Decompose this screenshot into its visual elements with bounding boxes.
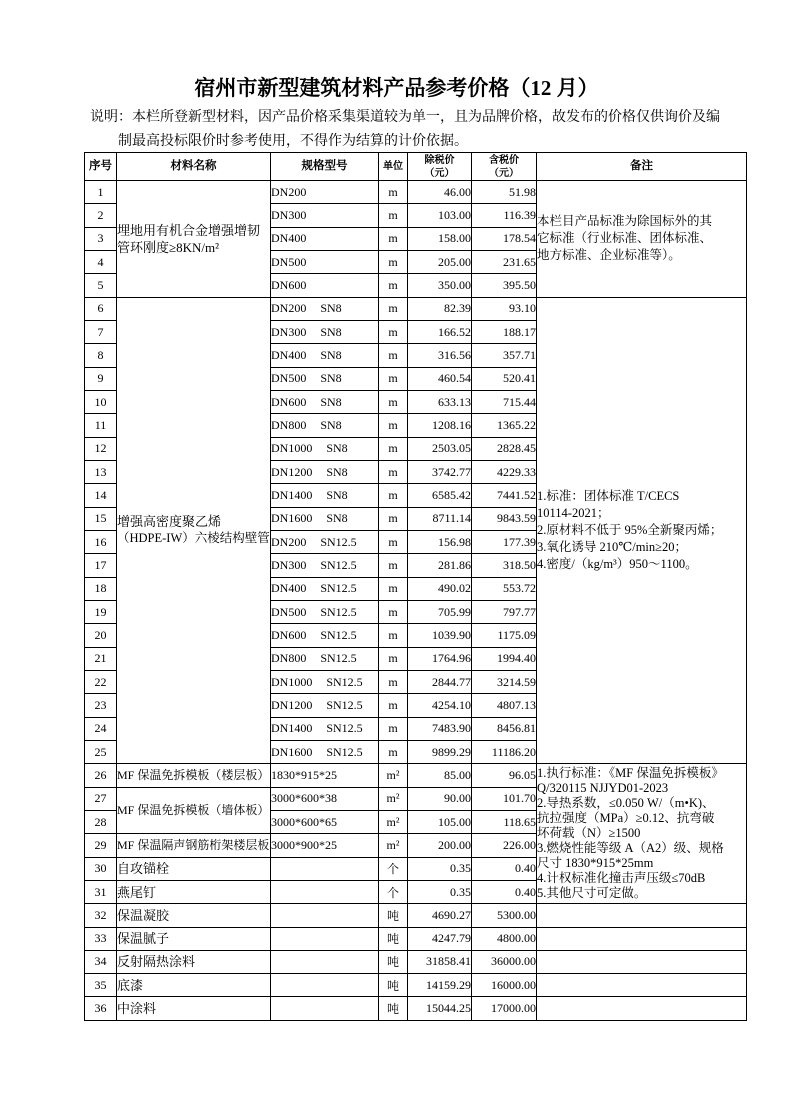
index-cell: 36 <box>85 997 117 1020</box>
table-row <box>85 181 747 204</box>
remark-line: 1.标准：团体标准 T/CECS <box>537 488 680 503</box>
header-spec: 规格型号 <box>271 153 379 181</box>
note-label: 说明： <box>90 110 132 125</box>
spec-cell <box>271 974 379 997</box>
spec-cell: DN600 <box>271 274 379 297</box>
spec-cell: DN1600 SN8 <box>271 507 379 530</box>
remark-cell <box>537 297 747 764</box>
header-price-ex-tax-label: 除税价 <box>424 154 455 166</box>
price-ex-tax-cell: 8711.14 <box>408 507 472 530</box>
price-inc-tax-cell: 1175.09 <box>472 624 537 647</box>
material-name-line: 增强高密度聚乙烯 <box>117 514 222 530</box>
remark-line: 坏荷载（N）≥1500 <box>537 826 641 841</box>
material-name-cell <box>117 880 271 903</box>
price-ex-tax-cell: 7483.90 <box>408 717 472 740</box>
material-name-line: 燕尾钉 <box>117 884 157 900</box>
spec-cell: DN300 SN8 <box>271 320 379 343</box>
material-name-line: 管环刚度≥8KN/m² <box>117 239 220 255</box>
unit-cell: m <box>379 297 408 320</box>
header-price-ex-tax-unit: （元） <box>424 167 455 179</box>
price-table-body <box>85 181 747 1021</box>
unit-cell: m <box>379 320 408 343</box>
price-inc-tax-cell: 4229.33 <box>472 460 537 483</box>
price-inc-tax-cell: 11186.20 <box>472 740 537 763</box>
remark-cell <box>537 997 747 1020</box>
material-name-cell <box>117 997 271 1020</box>
spec-cell: DN300 SN12.5 <box>271 554 379 577</box>
index-cell: 2 <box>85 204 117 227</box>
material-name-line: MF 保温免拆模板（墙体板） <box>117 802 270 817</box>
price-ex-tax-cell: 490.02 <box>408 577 472 600</box>
index-cell: 6 <box>85 297 117 320</box>
index-cell: 15 <box>85 507 117 530</box>
price-ex-tax-cell: 82.39 <box>408 297 472 320</box>
index-cell: 10 <box>85 390 117 413</box>
index-cell: 1 <box>85 181 117 204</box>
unit-cell: m <box>379 344 408 367</box>
unit-cell: m <box>379 227 408 250</box>
material-name-line: 中涂料 <box>117 1001 157 1017</box>
header-price-inc-tax-label: 含税价 <box>489 154 519 166</box>
note-line <box>90 106 750 130</box>
unit-cell: m <box>379 670 408 693</box>
price-ex-tax-cell: 705.99 <box>408 600 472 623</box>
remark-line: 3.燃烧性能等级 A（A2）级、规格 <box>537 841 724 856</box>
price-ex-tax-cell: 4254.10 <box>408 694 472 717</box>
price-inc-tax-cell: 188.17 <box>472 320 537 343</box>
remark-line: 5.其他尺寸可定做。 <box>537 886 647 901</box>
material-name-line: 反射隔热涂料 <box>117 954 196 970</box>
unit-cell: 个 <box>379 880 408 903</box>
index-cell: 32 <box>85 904 117 927</box>
unit-cell: m <box>379 740 408 763</box>
remark-cell <box>537 927 747 950</box>
unit-cell: m <box>379 390 408 413</box>
price-ex-tax-cell: 158.00 <box>408 227 472 250</box>
unit-cell: m <box>379 624 408 647</box>
price-inc-tax-cell: 226.00 <box>472 834 537 857</box>
material-name-cell <box>117 834 271 857</box>
price-table <box>84 152 747 1021</box>
material-name-cell <box>117 927 271 950</box>
price-inc-tax-cell: 101.70 <box>472 787 537 810</box>
unit-cell: m <box>379 204 408 227</box>
table-row <box>85 904 747 927</box>
table-row <box>85 950 747 973</box>
material-name-cell <box>117 181 271 298</box>
remark-line: 尺寸 1830*915*25mm <box>537 856 654 871</box>
index-cell: 14 <box>85 484 117 507</box>
price-ex-tax-cell: 3742.77 <box>408 460 472 483</box>
price-ex-tax-cell: 105.00 <box>408 810 472 833</box>
index-cell: 30 <box>85 857 117 880</box>
price-ex-tax-cell: 4690.27 <box>408 904 472 927</box>
unit-cell: m <box>379 250 408 273</box>
spec-cell: DN600 SN8 <box>271 390 379 413</box>
price-ex-tax-cell: 200.00 <box>408 834 472 857</box>
price-inc-tax-cell: 9843.59 <box>472 507 537 530</box>
table-row <box>85 974 747 997</box>
price-ex-tax-cell: 1764.96 <box>408 647 472 670</box>
spec-cell: DN200 SN8 <box>271 297 379 320</box>
price-inc-tax-cell: 2828.45 <box>472 437 537 460</box>
unit-cell: m <box>379 460 408 483</box>
material-name-line: （HDPE-IW）六棱结构壁管 <box>117 531 270 546</box>
spec-cell: DN1000 SN12.5 <box>271 670 379 693</box>
price-ex-tax-cell: 6585.42 <box>408 484 472 507</box>
price-ex-tax-cell: 205.00 <box>408 250 472 273</box>
unit-cell: m <box>379 577 408 600</box>
price-inc-tax-cell: 4800.00 <box>472 927 537 950</box>
header-unit: 单位 <box>379 153 408 181</box>
index-cell: 25 <box>85 740 117 763</box>
index-cell: 5 <box>85 274 117 297</box>
index-cell: 22 <box>85 670 117 693</box>
unit-cell: 吨 <box>379 904 408 927</box>
price-ex-tax-cell: 4247.79 <box>408 927 472 950</box>
table-row <box>85 997 747 1020</box>
index-cell: 16 <box>85 530 117 553</box>
unit-cell: m <box>379 414 408 437</box>
material-name-line: 底漆 <box>117 977 144 993</box>
spec-cell: DN500 SN8 <box>271 367 379 390</box>
index-cell: 26 <box>85 764 117 787</box>
material-name-line: 自攻锚栓 <box>117 861 170 877</box>
index-cell: 28 <box>85 810 117 833</box>
price-inc-tax-cell: 715.44 <box>472 390 537 413</box>
index-cell: 18 <box>85 577 117 600</box>
material-name-cell <box>117 904 271 927</box>
price-inc-tax-cell: 118.65 <box>472 810 537 833</box>
index-cell: 9 <box>85 367 117 390</box>
price-ex-tax-cell: 14159.29 <box>408 974 472 997</box>
spec-cell <box>271 950 379 973</box>
price-inc-tax-cell: 553.72 <box>472 577 537 600</box>
unit-cell: m <box>379 717 408 740</box>
price-inc-tax-cell: 4807.13 <box>472 694 537 717</box>
material-name-cell <box>117 297 271 764</box>
remark-cell <box>537 181 747 298</box>
index-cell: 17 <box>85 554 117 577</box>
material-name-line: 保温腻子 <box>117 931 170 947</box>
remark-cell <box>537 904 747 927</box>
unit-cell: 吨 <box>379 950 408 973</box>
price-inc-tax-cell: 3214.59 <box>472 670 537 693</box>
spec-cell: DN1400 SN8 <box>271 484 379 507</box>
unit-cell: m <box>379 507 408 530</box>
price-ex-tax-cell: 350.00 <box>408 274 472 297</box>
spec-cell: DN600 SN12.5 <box>271 624 379 647</box>
price-inc-tax-cell: 8456.81 <box>472 717 537 740</box>
spec-cell: 3000*900*25 <box>271 834 379 857</box>
material-name-cell <box>117 787 271 834</box>
remark-line: Q/320115 NJJYD01-2023 <box>537 781 669 796</box>
price-inc-tax-cell: 231.65 <box>472 250 537 273</box>
price-inc-tax-cell: 1365.22 <box>472 414 537 437</box>
price-ex-tax-cell: 460.54 <box>408 367 472 390</box>
material-name-cell <box>117 857 271 880</box>
spec-cell: DN1600 SN12.5 <box>271 740 379 763</box>
index-cell: 35 <box>85 974 117 997</box>
material-name-line: MF 保温免拆模板（楼层板） <box>117 767 270 782</box>
price-ex-tax-cell: 156.98 <box>408 530 472 553</box>
spec-cell: 3000*600*65 <box>271 810 379 833</box>
remark-line: 1.执行标准：《MF 保温免拆模板》 <box>537 766 724 781</box>
unit-cell: 吨 <box>379 974 408 997</box>
header-price-inc-tax <box>472 153 537 181</box>
price-ex-tax-cell: 46.00 <box>408 181 472 204</box>
unit-cell: m <box>379 647 408 670</box>
spec-cell: DN1200 SN12.5 <box>271 694 379 717</box>
note-text: 本栏所登新型材料，因产品价格采集渠道较为单一，且为品牌价格，故发布的价格仅供询价及编 <box>132 110 720 125</box>
unit-cell: m <box>379 484 408 507</box>
index-cell: 7 <box>85 320 117 343</box>
remark-line: 它标准（行业标准、团体标准、 <box>537 231 713 246</box>
spec-cell: DN500 SN12.5 <box>271 600 379 623</box>
remark-cell <box>537 974 747 997</box>
spec-cell: DN1200 SN8 <box>271 460 379 483</box>
header-price-ex-tax <box>408 153 472 181</box>
material-name-line: 埋地用有机合金增强增韧 <box>117 222 261 238</box>
index-cell: 33 <box>85 927 117 950</box>
explanation-note <box>90 106 750 154</box>
spec-cell: DN500 <box>271 250 379 273</box>
price-inc-tax-cell: 96.05 <box>472 764 537 787</box>
index-cell: 3 <box>85 227 117 250</box>
price-ex-tax-cell: 316.56 <box>408 344 472 367</box>
material-name-line: 保温凝胶 <box>117 907 170 923</box>
spec-cell: 1830*915*25 <box>271 764 379 787</box>
spec-cell <box>271 880 379 903</box>
spec-cell <box>271 904 379 927</box>
price-inc-tax-cell: 357.71 <box>472 344 537 367</box>
price-ex-tax-cell: 0.35 <box>408 880 472 903</box>
material-name-line: MF 保温隔声钢筋桁架楼层板 <box>117 837 270 852</box>
spec-cell: DN1000 SN8 <box>271 437 379 460</box>
unit-cell: m² <box>379 834 408 857</box>
index-cell: 8 <box>85 344 117 367</box>
price-inc-tax-cell: 36000.00 <box>472 950 537 973</box>
price-inc-tax-cell: 16000.00 <box>472 974 537 997</box>
spec-cell <box>271 857 379 880</box>
remark-line: 3.氧化诱导 210℃/min≥20； <box>537 539 688 554</box>
header-remark: 备注 <box>537 153 747 181</box>
price-inc-tax-cell: 0.40 <box>472 880 537 903</box>
index-cell: 21 <box>85 647 117 670</box>
price-ex-tax-cell: 281.86 <box>408 554 472 577</box>
price-inc-tax-cell: 1994.40 <box>472 647 537 670</box>
price-inc-tax-cell: 520.41 <box>472 367 537 390</box>
remark-line: 10114-2021； <box>537 505 610 520</box>
price-inc-tax-cell: 395.50 <box>472 274 537 297</box>
unit-cell: 个 <box>379 857 408 880</box>
unit-cell: 吨 <box>379 997 408 1020</box>
price-ex-tax-cell: 2844.77 <box>408 670 472 693</box>
header-index: 序号 <box>85 153 117 181</box>
remark-line: 4.密度/（kg/m³）950～1100。 <box>537 556 698 571</box>
remark-line: 2.导热系数，≤0.050 W/（m•K)、 <box>537 796 715 811</box>
unit-cell: m <box>379 437 408 460</box>
unit-cell: m <box>379 694 408 717</box>
spec-cell: DN800 SN12.5 <box>271 647 379 670</box>
spec-cell: 3000*600*38 <box>271 787 379 810</box>
index-cell: 31 <box>85 880 117 903</box>
index-cell: 27 <box>85 787 117 810</box>
unit-cell: m <box>379 600 408 623</box>
index-cell: 34 <box>85 950 117 973</box>
price-inc-tax-cell: 5300.00 <box>472 904 537 927</box>
unit-cell: m <box>379 274 408 297</box>
price-inc-tax-cell: 17000.00 <box>472 997 537 1020</box>
note-line: 制最高投标限价时参考使用，不得作为结算的计价依据。 <box>118 134 468 149</box>
header-row <box>85 153 747 181</box>
remark-line: 抗拉强度（MPa）≥0.12、抗弯破 <box>537 811 715 826</box>
index-cell: 23 <box>85 694 117 717</box>
spec-cell: DN800 SN8 <box>271 414 379 437</box>
price-inc-tax-cell: 0.40 <box>472 857 537 880</box>
spec-cell: DN400 SN12.5 <box>271 577 379 600</box>
price-ex-tax-cell: 0.35 <box>408 857 472 880</box>
price-ex-tax-cell: 103.00 <box>408 204 472 227</box>
spec-cell: DN1400 SN12.5 <box>271 717 379 740</box>
unit-cell: m² <box>379 764 408 787</box>
index-cell: 4 <box>85 250 117 273</box>
index-cell: 20 <box>85 624 117 647</box>
remark-line: 地方标准、企业标准等）。 <box>537 248 681 263</box>
remark-line: 本栏目产品标准为除国标外的其 <box>537 214 713 229</box>
index-cell: 19 <box>85 600 117 623</box>
price-inc-tax-cell: 318.50 <box>472 554 537 577</box>
price-ex-tax-cell: 85.00 <box>408 764 472 787</box>
remark-line: 4.计权标准化撞击声压级≤70dB <box>537 871 706 886</box>
spec-cell <box>271 927 379 950</box>
price-inc-tax-cell: 797.77 <box>472 600 537 623</box>
price-inc-tax-cell: 177.39 <box>472 530 537 553</box>
index-cell: 13 <box>85 460 117 483</box>
price-ex-tax-cell: 90.00 <box>408 787 472 810</box>
price-ex-tax-cell: 1208.16 <box>408 414 472 437</box>
price-ex-tax-cell: 9899.29 <box>408 740 472 763</box>
price-inc-tax-cell: 7441.52 <box>472 484 537 507</box>
unit-cell: 吨 <box>379 927 408 950</box>
material-name-cell <box>117 950 271 973</box>
spec-cell: DN400 SN8 <box>271 344 379 367</box>
spec-cell: DN300 <box>271 204 379 227</box>
page-title: 宿州市新型建筑材料产品参考价格（12 月） <box>194 76 599 100</box>
price-inc-tax-cell: 93.10 <box>472 297 537 320</box>
unit-cell: m <box>379 367 408 390</box>
price-ex-tax-cell: 15044.25 <box>408 997 472 1020</box>
unit-cell: m <box>379 181 408 204</box>
spec-cell: DN400 <box>271 227 379 250</box>
spec-cell: DN200 SN12.5 <box>271 530 379 553</box>
index-cell: 24 <box>85 717 117 740</box>
price-ex-tax-cell: 166.52 <box>408 320 472 343</box>
price-inc-tax-cell: 51.98 <box>472 181 537 204</box>
unit-cell: m² <box>379 787 408 810</box>
header-material-name: 材料名称 <box>117 153 271 181</box>
table-row <box>85 764 747 787</box>
price-ex-tax-cell: 1039.90 <box>408 624 472 647</box>
price-inc-tax-cell: 116.39 <box>472 204 537 227</box>
table-row <box>85 297 747 320</box>
price-ex-tax-cell: 2503.05 <box>408 437 472 460</box>
remark-cell <box>537 764 747 904</box>
material-name-cell <box>117 764 271 787</box>
material-name-cell <box>117 974 271 997</box>
index-cell: 29 <box>85 834 117 857</box>
price-ex-tax-cell: 633.13 <box>408 390 472 413</box>
unit-cell: m² <box>379 810 408 833</box>
remark-line: 2.原材料不低于 95%全新聚丙烯； <box>537 522 723 537</box>
spec-cell <box>271 997 379 1020</box>
remark-cell <box>537 950 747 973</box>
spec-cell: DN200 <box>271 181 379 204</box>
index-cell: 11 <box>85 414 117 437</box>
table-row <box>85 927 747 950</box>
price-ex-tax-cell: 31858.41 <box>408 950 472 973</box>
unit-cell: m <box>379 554 408 577</box>
index-cell: 12 <box>85 437 117 460</box>
unit-cell: m <box>379 530 408 553</box>
price-inc-tax-cell: 178.54 <box>472 227 537 250</box>
header-price-inc-tax-unit: （元） <box>489 167 519 179</box>
